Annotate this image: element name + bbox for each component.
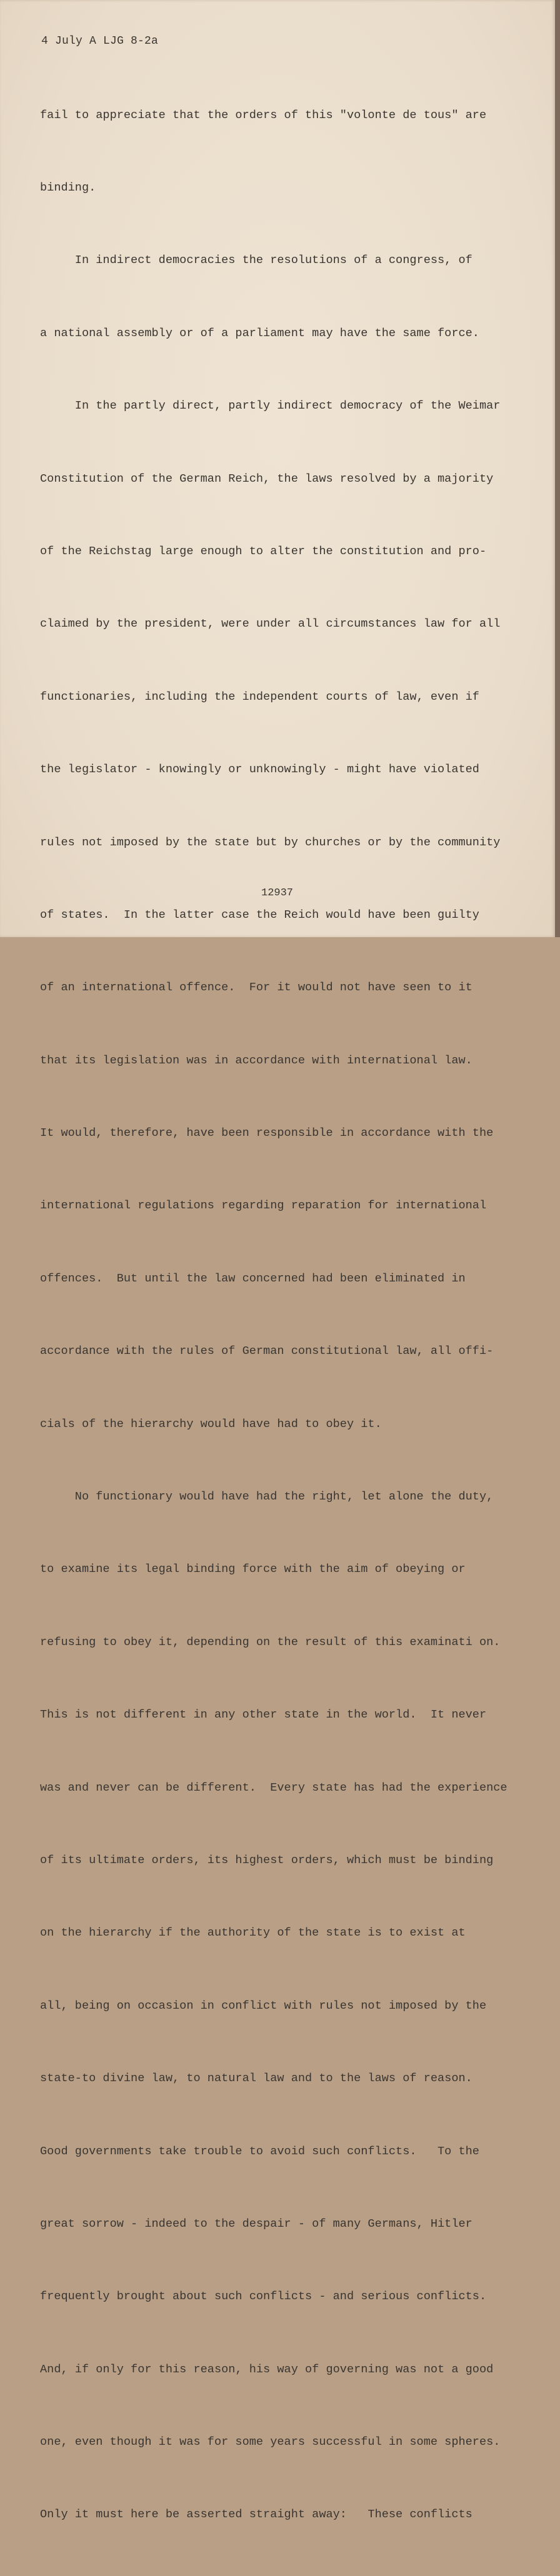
- text-line: Good governments take trouble to avoid such conflicts. To the: [40, 2144, 479, 2158]
- text-line: cials of the hierarchy would have had to obey it.: [40, 1417, 382, 1431]
- text-line: accordance with the rules of German constitutional law, all offi-: [40, 1345, 494, 1358]
- text-line: In the partly direct, partly indirect democracy of the Weimar: [40, 399, 501, 413]
- text-line: of states. In the latter case the Reich would have been guilty: [40, 908, 479, 922]
- text-line: great sorrow - indeed to the despair - of many Germans, Hitler: [40, 2217, 472, 2230]
- text-line: No functionary would have had the right, let alone the duty,: [40, 1490, 494, 1504]
- text-line: to examine its legal binding force with the aim of obeying or: [40, 1563, 466, 1576]
- text-line: on the hierarchy if the authority of the state is to exist at: [40, 1926, 466, 1940]
- text-line: binding.: [40, 181, 96, 194]
- text-line: state-to divine law, to natural law and to the laws of reason.: [40, 2072, 472, 2086]
- text-line: that its legislation was in accordance with international law.: [40, 1053, 472, 1067]
- text-line: Only it must here be asserted straight away: These conflicts: [40, 2508, 472, 2522]
- text-line: offences. But until the law concerned had been eliminated in: [40, 1271, 466, 1285]
- page-number: 12937: [261, 887, 294, 899]
- text-line: And, if only for this reason, his way of governing was not a good: [40, 2362, 494, 2376]
- text-line: Constitution of the German Reich, the laws resolved by a majority: [40, 472, 494, 485]
- text-line: It would, therefore, have been responsible in accordance with the: [40, 1126, 494, 1140]
- text-line: This is not different in any other state in the world. It never: [40, 1708, 487, 1722]
- text-line: was and never can be different. Every state has had the experience: [40, 1781, 508, 1794]
- page-edge-shadow: [555, 0, 560, 937]
- text-line: a national assembly or of a parliament may have the same force.: [40, 326, 479, 340]
- text-line: claimed by the president, were under all circumstances law for all: [40, 617, 501, 631]
- text-line: international regulations regarding reparation for international: [40, 1199, 487, 1213]
- body-text: [40, 55, 534, 2576]
- text-line: In indirect democracies the resolutions of a congress, of: [40, 254, 472, 267]
- text-line: all, being on occasion in conflict with rules not imposed by the: [40, 1999, 487, 2012]
- text-line: the legislator - knowingly or unknowingly - might have violated: [40, 763, 479, 777]
- text-line: of the Reichstag large enough to alter the constitution and pro-: [40, 544, 487, 558]
- text-line: frequently brought about such conflicts - and serious conflicts.: [40, 2290, 487, 2304]
- text-line: one, even though it was for some years successful in some spheres.: [40, 2435, 501, 2449]
- text-line: functionaries, including the independent courts of law, even if: [40, 690, 479, 704]
- text-line: of its ultimate orders, its highest orders, which must be binding: [40, 1853, 494, 1867]
- text-line: fail to appreciate that the orders of this "volonte de tous" are: [40, 108, 487, 122]
- text-line: rules not imposed by the state but by churches or by the community: [40, 835, 501, 849]
- text-line: of an international offence. For it would not have seen to it: [40, 981, 472, 995]
- text-line: refusing to obey it, depending on the result of this examinati on.: [40, 1635, 501, 1649]
- page-header-reference: 4 July A LJG 8-2a: [41, 35, 159, 47]
